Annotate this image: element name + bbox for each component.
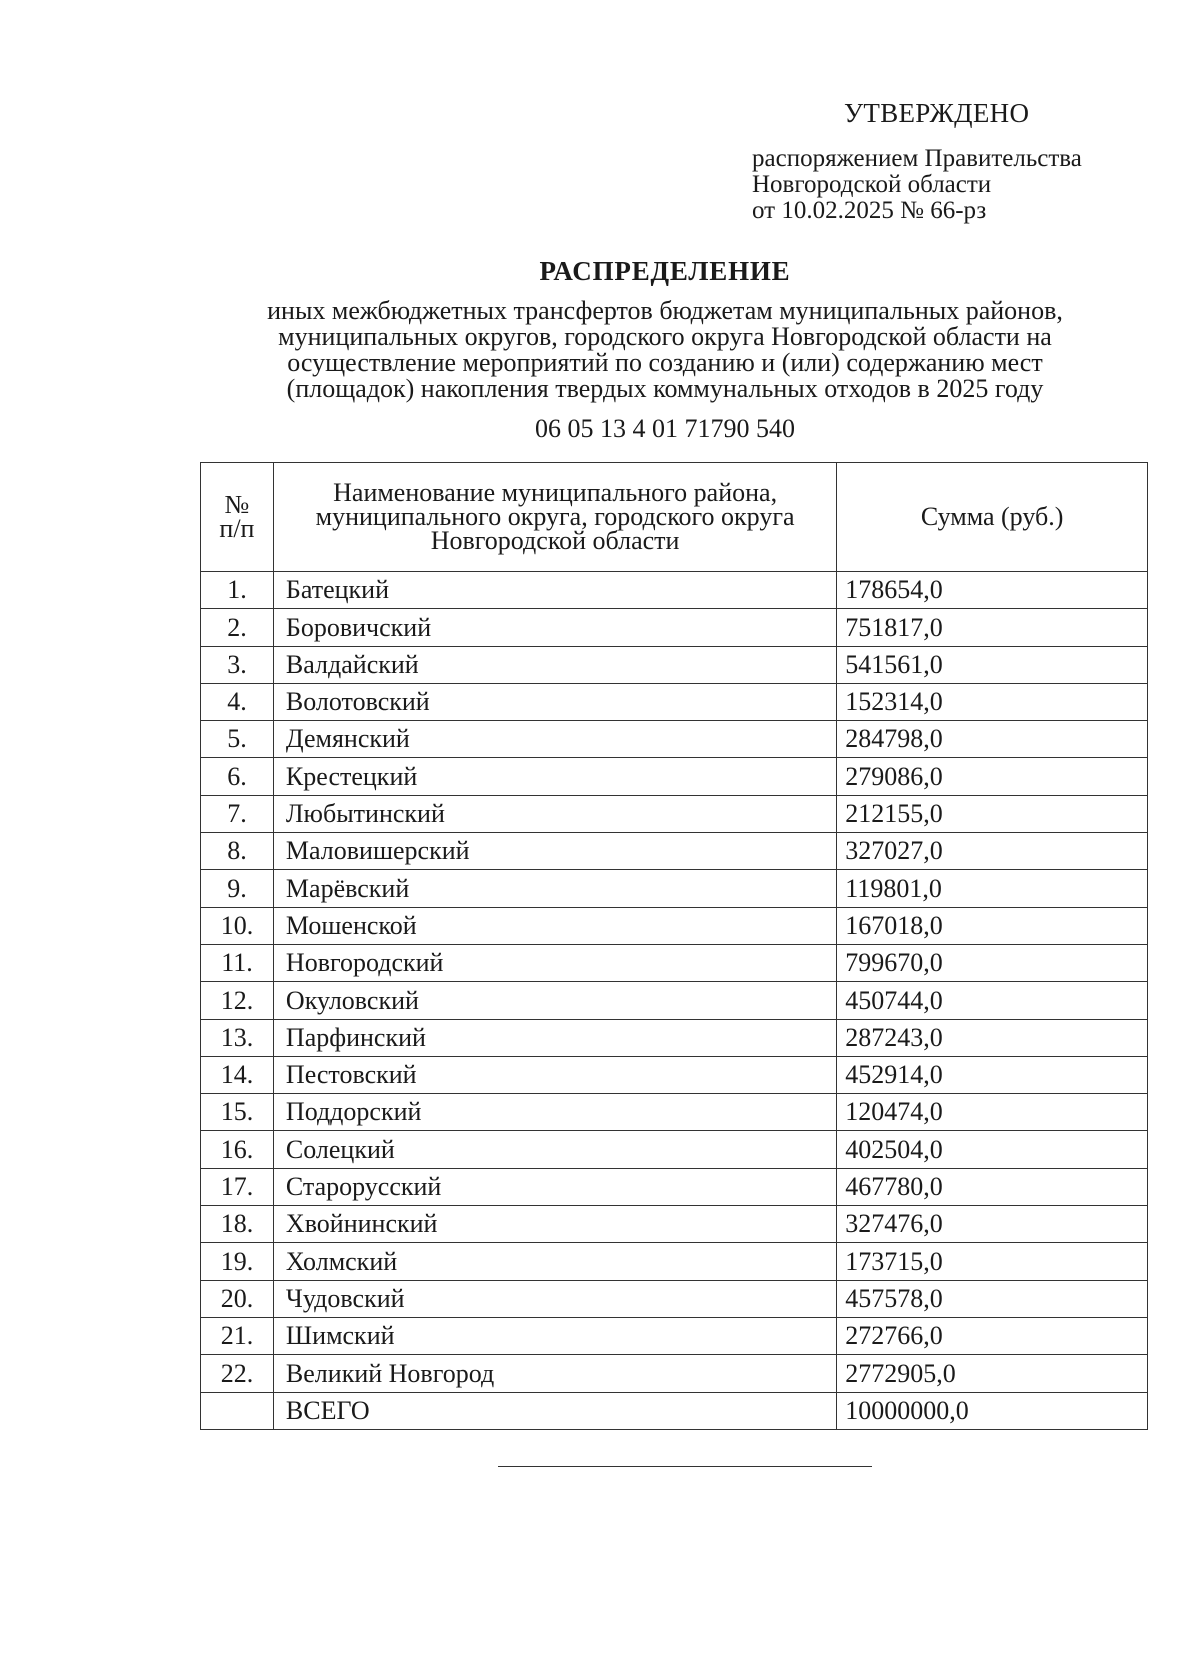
row-number: 12. <box>201 982 274 1019</box>
subtitle-line-1: иных межбюджетных трансфертов бюджетам муниципальных районов, <box>267 296 1063 325</box>
approval-line-1: распоряжением Правительства <box>752 145 1082 172</box>
row-sum: 467780,0 <box>837 1168 1148 1205</box>
table-row <box>201 1168 1148 1205</box>
header-num <box>201 463 274 572</box>
row-name: Старорусский <box>273 1168 836 1205</box>
table-row <box>201 683 1148 720</box>
table-row <box>201 721 1148 758</box>
row-number: 19. <box>201 1243 274 1280</box>
row-name: Великий Новгород <box>273 1355 836 1392</box>
header-name-line-1: Наименование муниципального района, <box>333 478 778 507</box>
row-name: Хвойнинский <box>273 1206 836 1243</box>
row-number: 10. <box>201 907 274 944</box>
row-sum: 167018,0 <box>837 907 1148 944</box>
row-sum: 452914,0 <box>837 1056 1148 1093</box>
row-name: Демянский <box>273 721 836 758</box>
header-name-line-2: муниципального округа, городского округа <box>315 502 795 531</box>
document-title: РАСПРЕДЕЛЕНИЕ <box>539 256 791 286</box>
table-row <box>201 944 1148 981</box>
row-sum: 327027,0 <box>837 833 1148 870</box>
row-number: 22. <box>201 1355 274 1392</box>
row-number: 3. <box>201 646 274 683</box>
table-row <box>201 646 1148 683</box>
approved-label: УТВЕРЖДЕНО <box>844 98 1030 128</box>
approval-stamp <box>752 100 1152 224</box>
row-number: 9. <box>201 870 274 907</box>
row-sum: 178654,0 <box>837 572 1148 609</box>
row-sum: 173715,0 <box>837 1243 1148 1280</box>
row-sum: 402504,0 <box>837 1131 1148 1168</box>
row-sum: 152314,0 <box>837 683 1148 720</box>
subtitle-line-2: муниципальных округов, городского округа Новгородской области на <box>278 322 1052 351</box>
row-number: 18. <box>201 1206 274 1243</box>
row-sum: 119801,0 <box>837 870 1148 907</box>
row-number: 21. <box>201 1317 274 1354</box>
row-name: Окуловский <box>273 982 836 1019</box>
row-name: Любытинский <box>273 795 836 832</box>
row-sum: 799670,0 <box>837 944 1148 981</box>
row-number: 8. <box>201 833 274 870</box>
header-num-line-2: п/п <box>219 514 255 543</box>
approval-line-3: от 10.02.2025 № 66-рз <box>752 197 987 224</box>
row-sum: 284798,0 <box>837 721 1148 758</box>
table-row <box>201 1094 1148 1131</box>
row-name: Волотовский <box>273 683 836 720</box>
row-sum: 2772905,0 <box>837 1355 1148 1392</box>
row-name: Шимский <box>273 1317 836 1354</box>
header-name <box>273 463 836 572</box>
row-name: Новгородский <box>273 944 836 981</box>
row-sum: 212155,0 <box>837 795 1148 832</box>
row-number: 6. <box>201 758 274 795</box>
row-sum: 279086,0 <box>837 758 1148 795</box>
table-row <box>201 758 1148 795</box>
table-row <box>201 572 1148 609</box>
row-name: Чудовский <box>273 1280 836 1317</box>
row-number: 1. <box>201 572 274 609</box>
table-row <box>201 833 1148 870</box>
row-sum: 120474,0 <box>837 1094 1148 1131</box>
table-row <box>201 795 1148 832</box>
row-number: 17. <box>201 1168 274 1205</box>
header-sum: Сумма (руб.) <box>837 463 1148 572</box>
row-name: Валдайский <box>273 646 836 683</box>
table-body <box>201 572 1148 1430</box>
row-name: Мошенской <box>273 907 836 944</box>
row-number: 15. <box>201 1094 274 1131</box>
table-row <box>201 1317 1148 1354</box>
table-row <box>201 982 1148 1019</box>
table-header-row <box>201 463 1148 572</box>
row-sum: 541561,0 <box>837 646 1148 683</box>
row-sum: 450744,0 <box>837 982 1148 1019</box>
row-name: Пестовский <box>273 1056 836 1093</box>
row-name: Маловишерский <box>273 833 836 870</box>
budget-code: 06 05 13 4 01 71790 540 <box>535 414 795 443</box>
row-name: Батецкий <box>273 572 836 609</box>
row-name: Солецкий <box>273 1131 836 1168</box>
row-name: Холмский <box>273 1243 836 1280</box>
row-name: Поддорский <box>273 1094 836 1131</box>
table-row <box>201 1056 1148 1093</box>
end-divider <box>498 1466 872 1467</box>
row-number: 20. <box>201 1280 274 1317</box>
header-name-line-3: Новгородской области <box>430 526 680 555</box>
row-name: ВСЕГО <box>273 1392 836 1429</box>
row-name: Крестецкий <box>273 758 836 795</box>
row-sum: 457578,0 <box>837 1280 1148 1317</box>
row-name: Марёвский <box>273 870 836 907</box>
table-row <box>201 870 1148 907</box>
subtitle-line-3: осуществление мероприятий по созданию и (или) содержанию мест <box>287 348 1043 377</box>
row-number: 7. <box>201 795 274 832</box>
approval-line-2: Новгородской области <box>752 171 992 198</box>
table-row <box>201 1355 1148 1392</box>
table-total-row <box>201 1392 1148 1429</box>
row-number <box>201 1392 274 1429</box>
row-number: 13. <box>201 1019 274 1056</box>
table-row <box>201 1206 1148 1243</box>
table-row <box>201 609 1148 646</box>
row-number: 16. <box>201 1131 274 1168</box>
row-sum: 327476,0 <box>837 1206 1148 1243</box>
row-sum: 10000000,0 <box>837 1392 1148 1429</box>
row-number: 14. <box>201 1056 274 1093</box>
table-row <box>201 907 1148 944</box>
row-number: 11. <box>201 944 274 981</box>
document-heading <box>170 258 1160 442</box>
table-row <box>201 1019 1148 1056</box>
row-name: Парфинский <box>273 1019 836 1056</box>
header-num-line-1: № <box>224 490 250 519</box>
row-name: Боровичский <box>273 609 836 646</box>
row-number: 4. <box>201 683 274 720</box>
subtitle-line-4: (площадок) накопления твердых коммунальных отходов в 2025 году <box>286 374 1044 403</box>
row-sum: 751817,0 <box>837 609 1148 646</box>
table-row <box>201 1131 1148 1168</box>
row-number: 5. <box>201 721 274 758</box>
row-sum: 272766,0 <box>837 1317 1148 1354</box>
table-row <box>201 1243 1148 1280</box>
row-sum: 287243,0 <box>837 1019 1148 1056</box>
row-number: 2. <box>201 609 274 646</box>
distribution-table <box>200 462 1148 1430</box>
table-row <box>201 1280 1148 1317</box>
